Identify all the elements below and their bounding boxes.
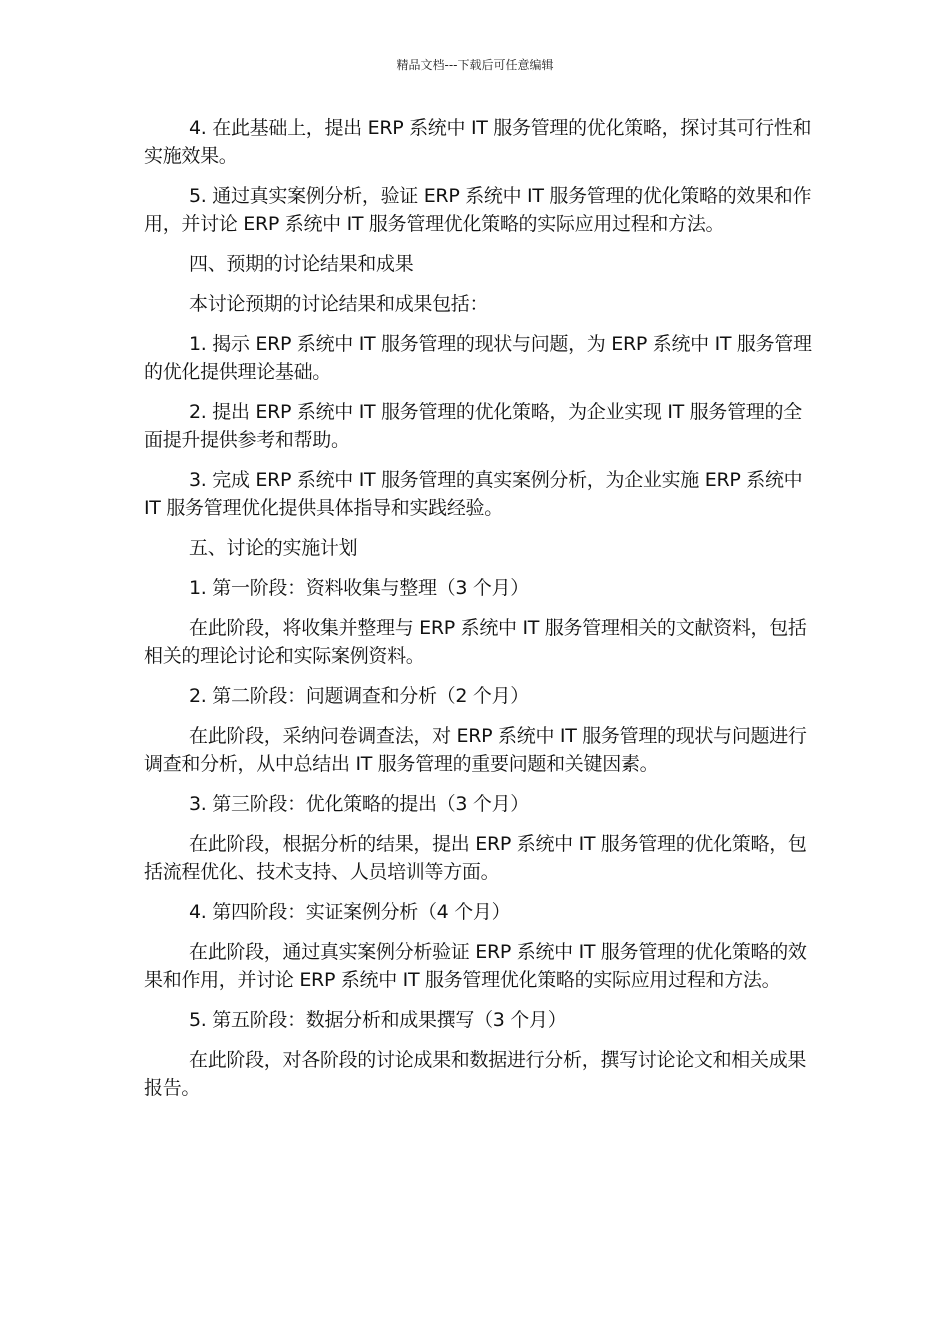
paragraph-result-1: 1. 揭示 ERP 系统中 IT 服务管理的现状与问题，为 ERP 系统中 IT 服务管理的优化提供理论基础。 [144,333,812,383]
stage-heading-3: 3. 第三阶段：优化策略的提出（3 个月） [189,793,529,815]
page-header: 精品文档---下载后可任意编辑 [396,58,554,72]
paragraph-objective-5: 5. 通过真实案例分析，验证 ERP 系统中 IT 服务管理的优化策略的效果和作用，并讨论 ERP 系统中 IT 服务管理优化策略的实际应用过程和方法。 [144,185,812,235]
stage-description-2: 在此阶段，采纳问卷调查法，对 ERP 系统中 IT 服务管理的现状与问题进行调查和分析，从中总结出 IT 服务管理的重要问题和关键因素。 [144,725,807,775]
paragraph-objective-4: 4. 在此基础上，提出 ERP 系统中 IT 服务管理的优化策略，探讨其可行性和实施效果。 [144,117,812,167]
section-heading-implementation-plan: 五、讨论的实施计划 [189,537,358,559]
stage-heading-5: 5. 第五阶段：数据分析和成果撰写（3 个月） [189,1009,567,1031]
stage-description-5: 在此阶段，对各阶段的讨论成果和数据进行分析，撰写讨论论文和相关成果报告。 [144,1049,807,1099]
stage-heading-2: 2. 第二阶段：问题调查和分析（2 个月） [189,685,529,707]
section-heading-expected-results: 四、预期的讨论结果和成果 [189,253,414,275]
paragraph-result-3: 3. 完成 ERP 系统中 IT 服务管理的真实案例分析，为企业实施 ERP 系统中 IT 服务管理优化提供具体指导和实践经验。 [144,469,803,519]
paragraph-results-intro: 本讨论预期的讨论结果和成果包括： [189,293,489,315]
document-body [144,114,816,1114]
stage-description-4: 在此阶段，通过真实案例分析验证 ERP 系统中 IT 服务管理的优化策略的效果和作用，并讨论 ERP 系统中 IT 服务管理优化策略的实际应用过程和方法。 [144,941,807,991]
stage-description-1: 在此阶段，将收集并整理与 ERP 系统中 IT 服务管理相关的文献资料，包括相关的理论讨论和实际案例资料。 [144,617,807,667]
paragraph-result-2: 2. 提出 ERP 系统中 IT 服务管理的优化策略，为企业实现 IT 服务管理的全面提升提供参考和帮助。 [144,401,802,451]
stage-heading-1: 1. 第一阶段：资料收集与整理（3 个月） [189,577,529,599]
stage-heading-4: 4. 第四阶段：实证案例分析（4 个月） [189,901,511,923]
stage-description-3: 在此阶段，根据分析的结果，提出 ERP 系统中 IT 服务管理的优化策略，包括流程优化、技术支持、人员培训等方面。 [144,833,807,883]
